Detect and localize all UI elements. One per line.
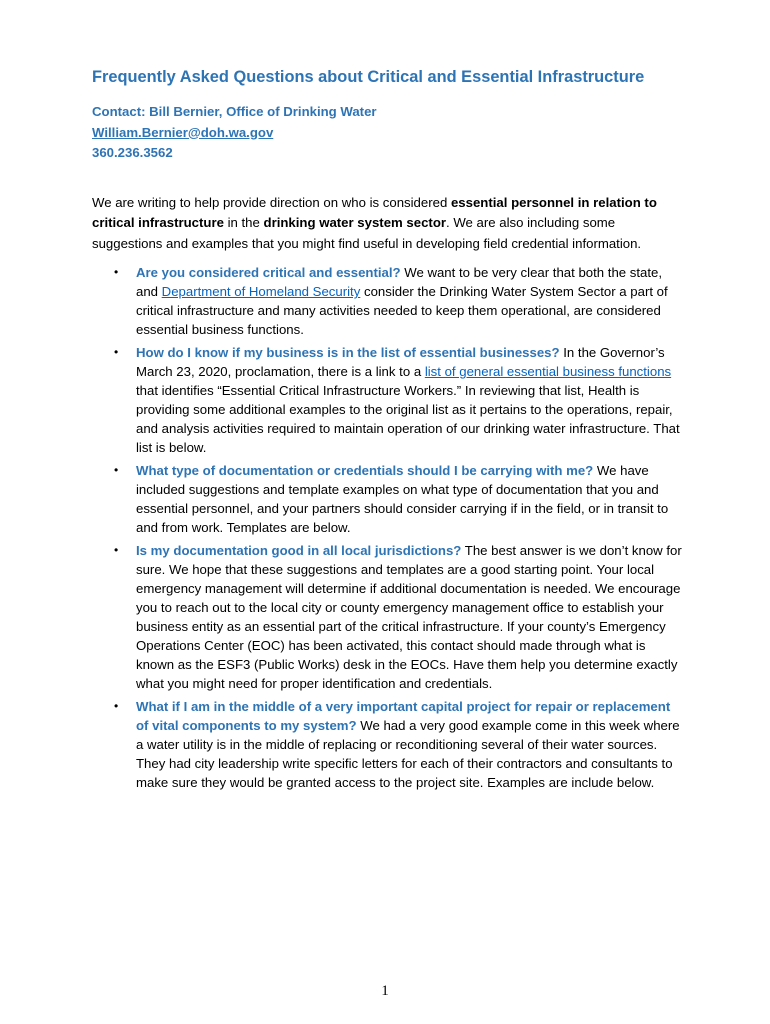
faq-question: How do I know if my business is in the list of essential businesses? (136, 345, 560, 360)
intro-text-3: . We are also including some suggestions and examples that you might find useful in developing field credential information. (92, 215, 642, 251)
contact-block (92, 102, 682, 164)
faq-answer: We want to be very clear that both the state, and (136, 265, 663, 299)
faq-question: Are you considered critical and essential? (136, 265, 401, 280)
intro-paragraph (92, 193, 682, 255)
bullet-icon: • (114, 345, 119, 359)
document-page (92, 66, 682, 796)
faq-question: What if I am in the middle of a very important capital project for repair or replacement of vital components to my system? (136, 699, 671, 733)
intro-text-1: We are writing to help provide direction on who is considered (92, 194, 451, 210)
faq-item-capital-project (92, 697, 682, 792)
intro-bold-1: essential personnel in relation to critical infrastructure (92, 194, 657, 230)
faq-answer: We have included suggestions and template examples on what type of documentation that you and essential personnel, and your partners should consider carrying if in the field, or in transit to and from work. Templates are below. (136, 463, 669, 535)
faq-answer-cont: consider the Drinking Water System Sector a part of critical infrastructure and many activities needed to keep them operational, are considered essential business functions. (136, 284, 668, 337)
intro-bold-2: drinking water system sector (263, 215, 447, 230)
faq-question: Is my documentation good in all local jurisdictions? (136, 543, 462, 558)
bullet-icon: • (114, 699, 119, 713)
faq-question: What type of documentation or credentials should I be carrying with me? (136, 463, 594, 478)
contact-phone: 360.236.3562 (92, 145, 173, 160)
faq-answer-cont: that identifies “Essential Critical Infrastructure Workers.” In reviewing that list, Health is providing some additional examples to the original list as it pertains to the operations, repair, and analysis activities required to maintain operation of our drinking water infrastructure. That list is below. (136, 383, 680, 455)
faq-list (92, 263, 682, 792)
essential-functions-link[interactable]: list of general essential business functions (424, 364, 672, 379)
faq-answer: In the Governor’s March 23, 2020, proclamation, there is a link to a (136, 345, 665, 379)
contact-name: Contact: Bill Bernier, Office of Drinking Water (92, 104, 377, 119)
faq-item-documentation (92, 461, 682, 537)
faq-item-jurisdictions (92, 541, 682, 693)
faq-answer: We had a very good example come in this week where a water utility is in the middle of replacing or reconditioning several of their water sources. They had city leadership write specific letters for each of their contractors and consultants to make sure they would be granted access to the project site. Examples are include below. (136, 718, 680, 790)
faq-item-critical (92, 263, 682, 339)
page-number: 1 (381, 983, 389, 999)
bullet-icon: • (114, 543, 119, 557)
dhs-link[interactable]: Department of Homeland Security (161, 284, 361, 299)
faq-answer: The best answer is we don’t know for sure. We hope that these suggestions and templates are a good starting point. Your local emergency management will determine if additional documentation is needed. We encourage you to reach out to the local city or county emergency management office to establish your business entity as an essential part of the critical infrastructure. If your county’s Emergency Operations Center (EOC) has been activated, this contact should made through what is known as the ESF3 (Public Works) desk in the EOCs. Have them help you determine exactly what you might need for proper identification and credentials. (136, 543, 682, 691)
contact-email-link[interactable]: William.Bernier@doh.wa.gov (92, 124, 274, 140)
intro-text-2: in the (223, 215, 264, 230)
bullet-icon: • (114, 265, 119, 279)
page-title: Frequently Asked Questions about Critical and Essential Infrastructure (92, 68, 645, 86)
faq-item-essential-list (92, 343, 682, 457)
bullet-icon: • (114, 463, 119, 477)
